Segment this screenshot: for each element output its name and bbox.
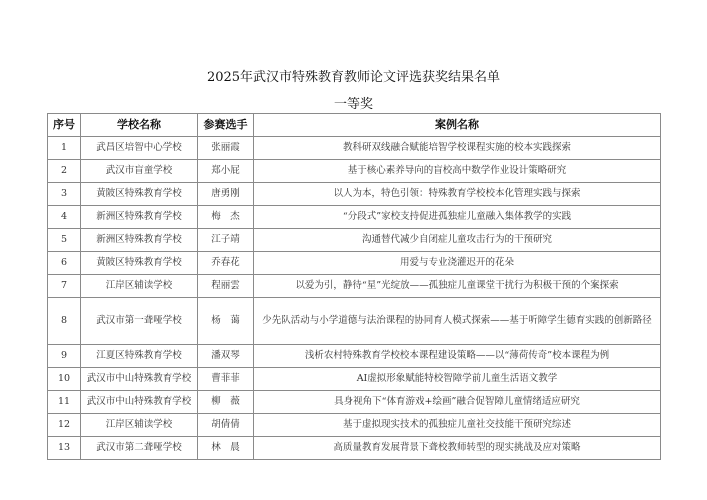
cell-number: 2: [48, 160, 81, 183]
cell-school: 黄陂区特殊教育学校: [81, 183, 198, 206]
cell-school: 武汉市中山特殊教育学校: [81, 391, 198, 414]
table-row: [48, 229, 661, 252]
cell-contestant: 唐勇刚: [198, 183, 254, 206]
cell-contestant: 江子靖: [198, 229, 254, 252]
cell-contestant: 杨 蔼: [198, 298, 254, 345]
cell-number: 7: [48, 275, 81, 298]
cell-school: 武昌区培智中心学校: [81, 137, 198, 160]
cell-number: 1: [48, 137, 81, 160]
cell-contestant: 胡倩倩: [198, 414, 254, 437]
table-row: [48, 275, 661, 298]
table-row: [48, 391, 661, 414]
cell-case: 以人为本，特色引领：特殊教育学校校本化管理实践与探索: [254, 183, 661, 206]
cell-case: 浅析农村特殊教育学校校本课程建设策略——以“薄荷传奇”校本课程为例: [254, 345, 661, 368]
header-school: 学校名称: [81, 114, 198, 137]
cell-school: 武汉市中山特殊教育学校: [81, 368, 198, 391]
cell-number: 11: [48, 391, 81, 414]
cell-number: 12: [48, 414, 81, 437]
cell-contestant: 郑小屁: [198, 160, 254, 183]
cell-case: 沟通替代减少自闭症儿童攻击行为的干预研究: [254, 229, 661, 252]
table-row: [48, 414, 661, 437]
cell-school: 江岸区辅读学校: [81, 414, 198, 437]
table-row: [48, 437, 661, 460]
cell-contestant: 潘双琴: [198, 345, 254, 368]
cell-case: 用爱与专业浇灌迟开的花朵: [254, 252, 661, 275]
cell-school: 武汉市第二聋哑学校: [81, 437, 198, 460]
award-level-heading: 一等奖: [333, 97, 373, 112]
table-row: [48, 368, 661, 391]
cell-number: 13: [48, 437, 81, 460]
cell-case: 教科研双线融合赋能培智学校课程实施的校本实践探索: [254, 137, 661, 160]
header-case: 案例名称: [254, 114, 661, 137]
cell-contestant: 梅 杰: [198, 206, 254, 229]
cell-number: 9: [48, 345, 81, 368]
cell-case: AI虚拟形象赋能特校智障学前儿童生活语文教学: [254, 368, 661, 391]
table-row: [48, 206, 661, 229]
document-title: 2025年武汉市特殊教育教师论文评选获奖结果名单: [206, 70, 501, 85]
cell-contestant: 程丽雲: [198, 275, 254, 298]
cell-case: 少先队活动与小学道德与法治课程的协同育人模式探索——基于听障学生德育实践的创新路径: [254, 298, 661, 345]
cell-school: 武汉市第一聋哑学校: [81, 298, 198, 345]
cell-case: 高质量教育发展背景下聋校教师转型的现实挑战及应对策略: [254, 437, 661, 460]
cell-contestant: 张丽霞: [198, 137, 254, 160]
cell-contestant: 林 晨: [198, 437, 254, 460]
cell-number: 10: [48, 368, 81, 391]
cell-case: 以爱为引，静待“星”光绽放——孤独症儿童课堂干扰行为积极干预的个案探索: [254, 275, 661, 298]
cell-school: 黄陂区特殊教育学校: [81, 252, 198, 275]
cell-number: 6: [48, 252, 81, 275]
table-row: [48, 137, 661, 160]
table-row: [48, 252, 661, 275]
cell-case: 具身视角下“体育游戏+绘画”融合促智障儿童情绪适应研究: [254, 391, 661, 414]
table-row: [48, 298, 661, 345]
cell-case: “分段式”家校支持促进孤独症儿童融入集体教学的实践: [254, 206, 661, 229]
table-row: [48, 160, 661, 183]
cell-school: 新洲区特殊教育学校: [81, 206, 198, 229]
cell-case: 基于核心素养导向的盲校高中数学作业设计策略研究: [254, 160, 661, 183]
table-header-row: [48, 114, 661, 137]
cell-number: 4: [48, 206, 81, 229]
cell-school: 江岸区辅读学校: [81, 275, 198, 298]
cell-number: 8: [48, 298, 81, 345]
cell-contestant: 乔春花: [198, 252, 254, 275]
cell-school: 武汉市盲童学校: [81, 160, 198, 183]
cell-school: 江夏区特殊教育学校: [81, 345, 198, 368]
cell-case: 基于虚拟现实技术的孤独症儿童社交技能干预研究综述: [254, 414, 661, 437]
header-contestant: 参赛选手: [198, 114, 254, 137]
table-row: [48, 345, 661, 368]
cell-number: 5: [48, 229, 81, 252]
cell-contestant: 曹菲菲: [198, 368, 254, 391]
cell-contestant: 柳 薇: [198, 391, 254, 414]
cell-number: 3: [48, 183, 81, 206]
award-table: [47, 113, 661, 460]
table-row: [48, 183, 661, 206]
cell-school: 新洲区特殊教育学校: [81, 229, 198, 252]
header-number: 序号: [48, 114, 81, 137]
